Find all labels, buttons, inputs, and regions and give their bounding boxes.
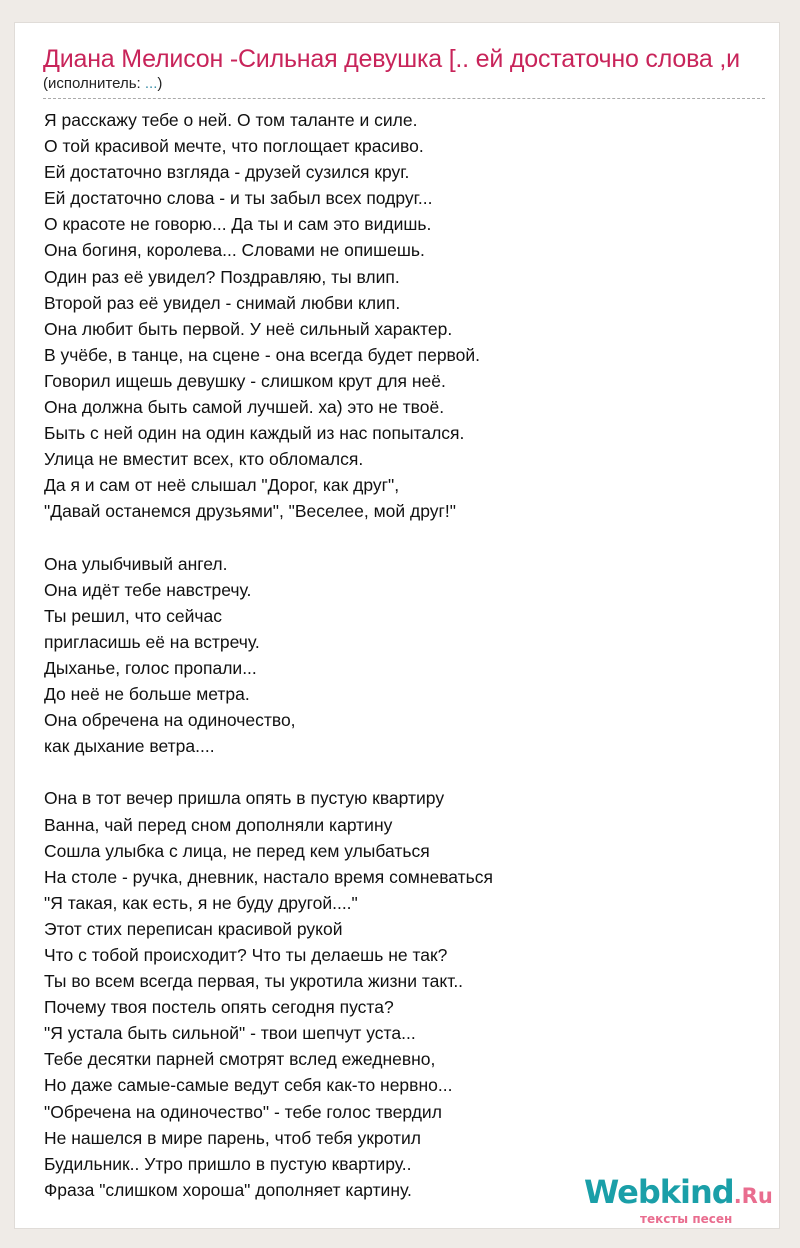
lyric-line: Она идёт тебе навстречу.: [44, 579, 252, 600]
logo-tagline: тексты песен: [640, 1212, 733, 1226]
lyric-line: Она в тот вечер пришла опять в пустую квартиру: [44, 788, 445, 809]
lyric-line: Говорил ищешь девушку - слишком крут для неё.: [44, 370, 446, 391]
lyric-line: Она любит быть первой. У неё сильный характер.: [44, 318, 453, 339]
lyric-line: как дыхание ветра....: [44, 736, 215, 757]
lyric-line: [44, 525, 493, 551]
lyric-line: Быть с ней один на один каждый из нас попытался.: [44, 423, 465, 444]
lyric-line: Почему твоя постель опять сегодня пуста?: [44, 997, 394, 1018]
lyric-line: Она улыбчивый ангел.: [44, 553, 228, 574]
logo-name: Webkind: [584, 1173, 734, 1211]
lyric-line: Но даже самые-самые ведут себя как-то нервно...: [44, 1075, 453, 1096]
lyric-line: В учёбе, в танце, на сцене - она всегда будет первой.: [44, 344, 481, 365]
lyric-line: Она должна быть самой лучшей. ха) это не твоё.: [44, 397, 445, 418]
artist-link[interactable]: ...: [144, 75, 158, 92]
lyric-line: Улица не вместит всех, кто обломался.: [44, 449, 364, 470]
lyric-line: Этот стих переписан красивой рукой: [44, 918, 343, 939]
lyric-line: Она обречена на одиночество,: [44, 710, 296, 731]
site-logo[interactable]: [584, 1174, 784, 1230]
lyric-line: Один раз её увидел? Поздравляю, ты влип.: [44, 266, 400, 287]
lyric-line: "Обречена на одиночество" - тебе голос твердил: [44, 1101, 442, 1122]
lyric-line: Не нашелся в мире парень, чтоб тебя укротил: [44, 1127, 421, 1148]
lyric-line: На столе - ручка, дневник, настало время сомневаться: [44, 866, 494, 887]
lyric-line: Ей достаточно взгляда - друзей сузился круг.: [44, 162, 410, 183]
lyric-line: Сошла улыбка с лица, не перед кем улыбаться: [44, 840, 430, 861]
lyric-line: Ты во всем всегда первая, ты укротила жизни такт..: [44, 971, 464, 992]
logo-tld: .Ru: [733, 1184, 773, 1208]
lyric-line: О той красивой мечте, что поглощает красиво.: [44, 136, 424, 157]
artist-close: ): [157, 75, 163, 92]
divider: [43, 98, 765, 99]
lyric-line: Она богиня, королева... Словами не опишешь.: [44, 240, 425, 261]
logo-wordmark: [584, 1174, 773, 1210]
lyric-line: Ей достаточно слова - и ты забыл всех подруг...: [44, 188, 433, 209]
lyric-line: пригласишь её на встречу.: [44, 631, 260, 652]
page-title: Диана Мелисон -Сильная девушка [.. ей достаточно слова ,и: [43, 45, 740, 73]
lyrics-text: [44, 107, 493, 1203]
lyric-line: "Я устала быть сильной" - твои шепчут уста...: [44, 1023, 416, 1044]
lyric-line: О красоте не говорю... Да ты и сам это видишь.: [44, 214, 432, 235]
artist-line: [43, 75, 162, 93]
lyrics-card: [14, 22, 780, 1229]
artist-label: (исполнитель:: [43, 75, 145, 92]
lyric-line: Фраза "слишком хороша" дополняет картину.: [44, 1179, 412, 1200]
lyric-line: "Я такая, как есть, я не буду другой....": [44, 892, 358, 913]
lyric-line: Ты решил, что сейчас: [44, 605, 222, 626]
lyric-line: Ванна, чай перед сном дополняли картину: [44, 814, 393, 835]
lyric-line: Я расскажу тебе о ней. О том таланте и силе.: [44, 110, 418, 130]
lyric-line: Да я и сам от неё слышал "Дорог, как друг",: [44, 475, 400, 496]
lyric-line: Будильник.. Утро пришло в пустую квартиру..: [44, 1153, 412, 1174]
lyric-line: До неё не больше метра.: [44, 684, 250, 705]
lyric-line: [44, 759, 493, 785]
lyric-line: Тебе десятки парней смотрят вслед ежедневно,: [44, 1049, 436, 1070]
lyric-line: Что с тобой происходит? Что ты делаешь не так?: [44, 945, 448, 965]
lyric-line: "Давай останемся друзьями", "Веселее, мой друг!": [44, 501, 456, 522]
lyric-line: Дыханье, голос пропали...: [44, 657, 257, 678]
lyric-line: Второй раз её увидел - снимай любви клип.: [44, 292, 401, 313]
